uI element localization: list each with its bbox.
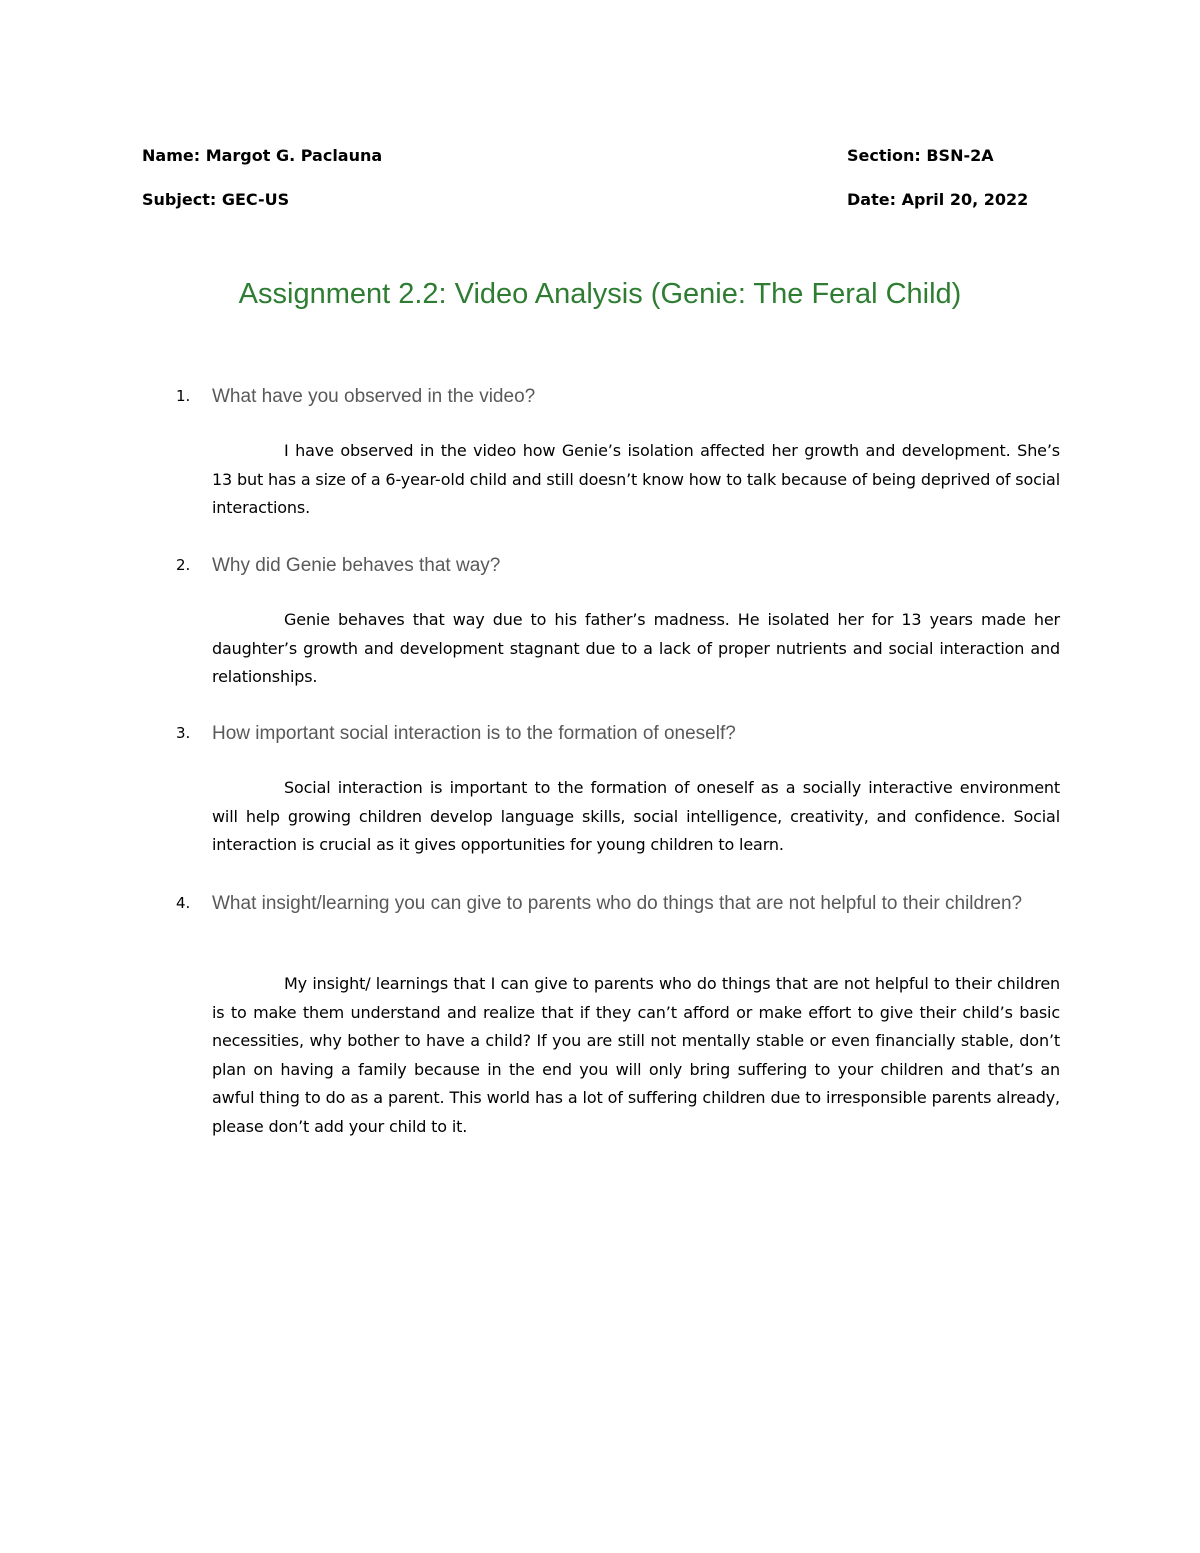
question-number: 1.: [176, 387, 191, 405]
date-field: [847, 190, 1028, 210]
question-text: What insight/learning you can give to parents who do things that are not helpful to their children?: [212, 893, 1023, 914]
section-field: [847, 146, 994, 166]
name-value: Margot G. Paclauna: [205, 146, 383, 165]
date-label: Date:: [847, 190, 896, 209]
question-number: 4.: [176, 894, 191, 912]
answer-1: I have observed in the video how Genie’s isolation affected her growth and development. She’s 13 but has a size of a 6-year-old child and still doesn’t know how to talk because of being deprived of social interactions.: [212, 441, 1060, 517]
answer-3: Social interaction is important to the formation of oneself as a socially interactive environment will help growing children develop language skills, social intelligence, creativity, and confidence. Social interaction is crucial as it gives opportunities for young children to learn.: [212, 778, 1060, 854]
date-value: April 20, 2022: [901, 190, 1029, 209]
subject-label: Subject:: [142, 190, 217, 209]
question-2: [176, 553, 1060, 578]
assignment-title: Assignment 2.2: Video Analysis (Genie: The Feral Child): [238, 278, 962, 310]
section-value: BSN-2A: [926, 146, 994, 165]
question-1: [176, 384, 1060, 409]
section-label: Section:: [847, 146, 921, 165]
answer-2: Genie behaves that way due to his father’s madness. He isolated her for 13 years made her daughter’s growth and development stagnant due to a lack of proper nutrients and social interaction and relationships.: [212, 610, 1060, 686]
question-text: Why did Genie behaves that way?: [212, 555, 501, 576]
question-text: What have you observed in the video?: [212, 386, 536, 407]
answer-4: My insight/ learnings that I can give to parents who do things that are not helpful to their children is to make them understand and realize that if they can’t afford or make effort to give their child’s basic necessities, why bother to have a child? If you are still not mentally stable or even financially stable, don’t plan on having a family because in the end you will only bring suffering to your children and that’s an awful thing to do as a parent. This world has a lot of suffering children due to irresponsible parents already, please don’t add your child to it.: [212, 974, 1060, 1136]
subject-field: [142, 190, 289, 210]
question-number: 2.: [176, 556, 191, 574]
subject-value: GEC-US: [221, 190, 290, 209]
name-label: Name:: [142, 146, 201, 165]
question-4: [176, 891, 1060, 916]
name-field: [142, 146, 382, 166]
question-text: How important social interaction is to the formation of oneself?: [212, 723, 736, 744]
question-number: 3.: [176, 724, 191, 742]
question-3: [176, 721, 1060, 746]
